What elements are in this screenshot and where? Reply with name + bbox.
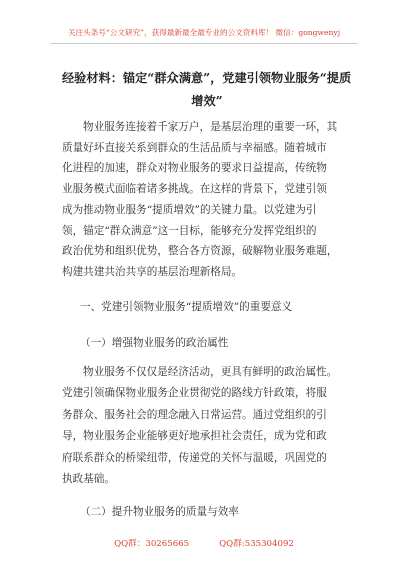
paragraph-line: 业服务模式面临着诸多挑战。在这样的背景下，党建引领	[62, 183, 327, 196]
paragraph-line: 成为推动物业服务“提质增效”的关键力量。以党建为引	[62, 203, 317, 216]
paragraph-line: 构建共建共治共享的基层治理新格局。	[62, 265, 243, 278]
qq-group-2: QQ群:535304092	[219, 539, 294, 549]
paragraph-line: 物业服务不仅仅是经济活动，更具有鲜明的政治属性。	[83, 366, 338, 378]
subsection-heading: （一）增强物业服务的政治属性	[80, 337, 229, 349]
paragraph-line: 府联系群众的桥梁纽带，传递党的关怀与温暖，巩固党的	[62, 451, 327, 464]
paragraph-line: 党建引领确保物业服务企业贯彻党的路线方针政策，将服	[62, 387, 327, 400]
paragraph-line: 政治优势和组织优势，整合各方资源，破解物业服务难题，	[62, 245, 338, 258]
title-line: 增效”	[191, 94, 223, 108]
paragraph-line: 领，锚定“群众满意”这一目标，能够充分发挥党组织的	[62, 224, 317, 237]
paragraph-line: 物业服务连接着千家万户，是基层治理的重要一环，其	[83, 121, 338, 133]
paragraph-line: 执政基础。	[62, 473, 115, 486]
header-divider	[50, 43, 358, 44]
document-title	[62, 67, 352, 113]
section-heading: 一、党建引领物业服务“提质增效”的重要意义	[80, 301, 293, 313]
qq-group-1: QQ群：30265665	[114, 539, 190, 549]
intro-paragraph	[62, 117, 354, 283]
header-note: 关注头条号“公文研究”，获得最新最全最专业的公文资料库！ 微信：gongwenyj	[67, 28, 341, 37]
title-line: 经验材料：锚定“群众满意”，党建引领物业服务“提质	[62, 71, 352, 85]
subsection-heading: （二）提升物业服务的质量与效率	[80, 506, 239, 518]
paragraph-line: 质量好坏直接关系到群众的生活品质与幸福感。随着城市	[62, 141, 327, 154]
body-paragraph	[62, 362, 354, 490]
paragraph-line: 导，物业服务企业能够更好地承担社会责任，成为党和政	[62, 430, 327, 443]
paragraph-line: 化进程的加速，群众对物业服务的要求日益提高，传统物	[62, 162, 327, 175]
paragraph-line: 务群众、服务社会的理念融入日常运营。通过党组织的引	[62, 408, 327, 421]
footer-contact	[0, 537, 408, 549]
